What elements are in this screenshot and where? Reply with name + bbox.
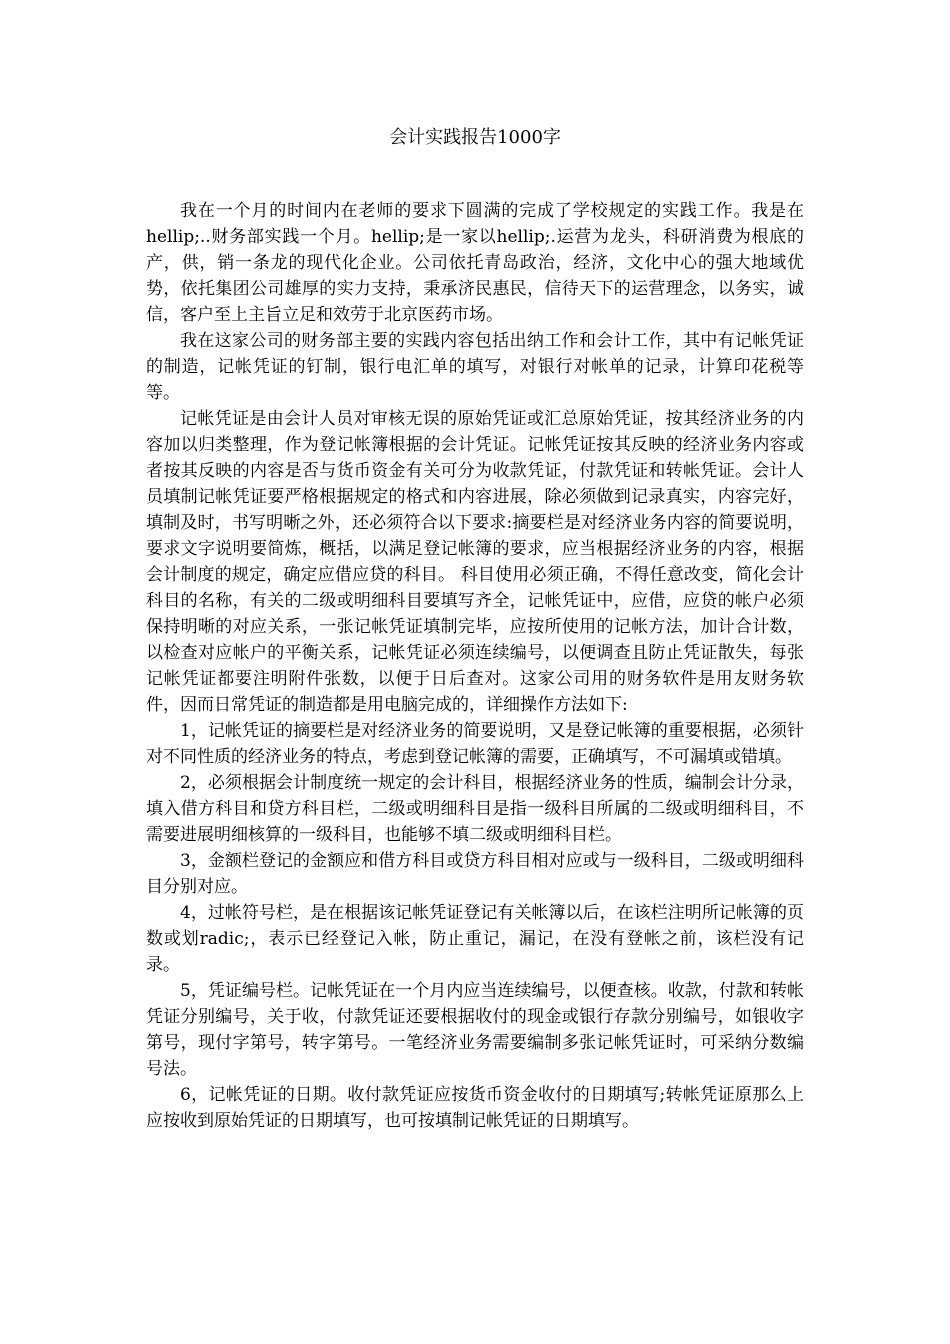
paragraph-item-1: 1，记帐凭证的摘要栏是对经济业务的简要说明，又是登记帐簿的重要根据，必须针对不同性质的经济业务的特点，考虑到登记帐簿的需要，正确填写，不可漏填或错填。 — [146, 721, 804, 767]
paragraph-item-5: 5，凭证编号栏。记帐凭证在一个月内应当连续编号，以便查核。收款，付款和转帐凭证分别编号，关于收，付款凭证还要根据收付的现金或银行存款分别编号，如银收字第号，现付字第号，转字第号。一笔经济业务需要编制多张记帐凭证时，可采纳分数编号法。 — [146, 981, 804, 1079]
paragraph-intro: 我在一个月的时间内在老师的要求下圆满的完成了学校规定的实践工作。我是在hellip;..财务部实践一个月。hellip;是一家以hellip;.运营为龙头，科研消费为根底的产，供，销一条龙的现代化企业。公司依托青岛政治，经济，文化中心的强大地域优势，依托集团公司雄厚的实力支持，秉承济民惠民，信待天下的运营理念，以务实，诚信，客户至上主旨立足和效劳于北京医药市场。 — [146, 201, 804, 325]
paragraph-item-3: 3，金额栏登记的金额应和借方科目或贷方科目相对应或与一级科目，二级或明细科目分别对应。 — [146, 851, 804, 897]
document-title: 会计实践报告1000字 — [389, 127, 561, 148]
paragraph-item-4: 4，过帐符号栏，是在根据该记帐凭证登记有关帐簿以后，在该栏注明所记帐簿的页数或划radic;，表示已经登记入帐，防止重记，漏记，在没有登帐之前，该栏没有记录。 — [146, 903, 804, 975]
document-body — [146, 198, 804, 1134]
paragraph-work-content: 我在这家公司的财务部主要的实践内容包括出纳工作和会计工作，其中有记帐凭证的制造，记帐凭证的钉制，银行电汇单的填写，对银行对帐单的记录，计算印花税等等。 — [146, 331, 804, 403]
paragraph-item-2: 2，必须根据会计制度统一规定的会计科目，根据经济业务的性质，编制会计分录，填入借方科目和贷方科目栏，二级或明细科目是指一级科目所属的二级或明细科目，不需要进展明细核算的一级科目，也能够不填二级或明细科目栏。 — [146, 773, 804, 845]
paragraph-item-6: 6，记帐凭证的日期。收付款凭证应按货币资金收付的日期填写;转帐凭证原那么上应按收到原始凭证的日期填写，也可按填制记帐凭证的日期填写。 — [146, 1085, 804, 1131]
paragraph-voucher-definition: 记帐凭证是由会计人员对审核无误的原始凭证或汇总原始凭证，按其经济业务的内容加以归类整理，作为登记帐簿根据的会计凭证。记帐凭证按其反映的经济业务内容或者按其反映的内容是否与货币资金有关可分为收款凭证，付款凭证和转帐凭证。会计人员填制记帐凭证要严格根据规定的格式和内容进展，除必须做到记录真实，内容完好，填制及时，书写明晰之外，还必须符合以下要求:摘要栏是对经济业务内容的简要说明，要求文字说明要简炼，概括，以满足登记帐簿的要求，应当根据经济业务的内容，根据会计制度的规定，确定应借应贷的科目。 科目使用必须正确，不得任意改变，简化会计科目的名称，有关的二级或明细科目要填写齐全，记帐凭证中，应借，应贷的帐户必须保持明晰的对应关系，一张记帐凭证填制完毕，应按所使用的记帐方法，加计合计数，以检查对应帐户的平衡关系，记帐凭证必须连续编号，以便调查且防止凭证散失，每张记帐凭证都要注明附件张数，以便于日后查对。这家公司用的财务软件是用友财务软件，因而日常凭证的制造都是用电脑完成的，详细操作方法如下: — [146, 409, 804, 715]
